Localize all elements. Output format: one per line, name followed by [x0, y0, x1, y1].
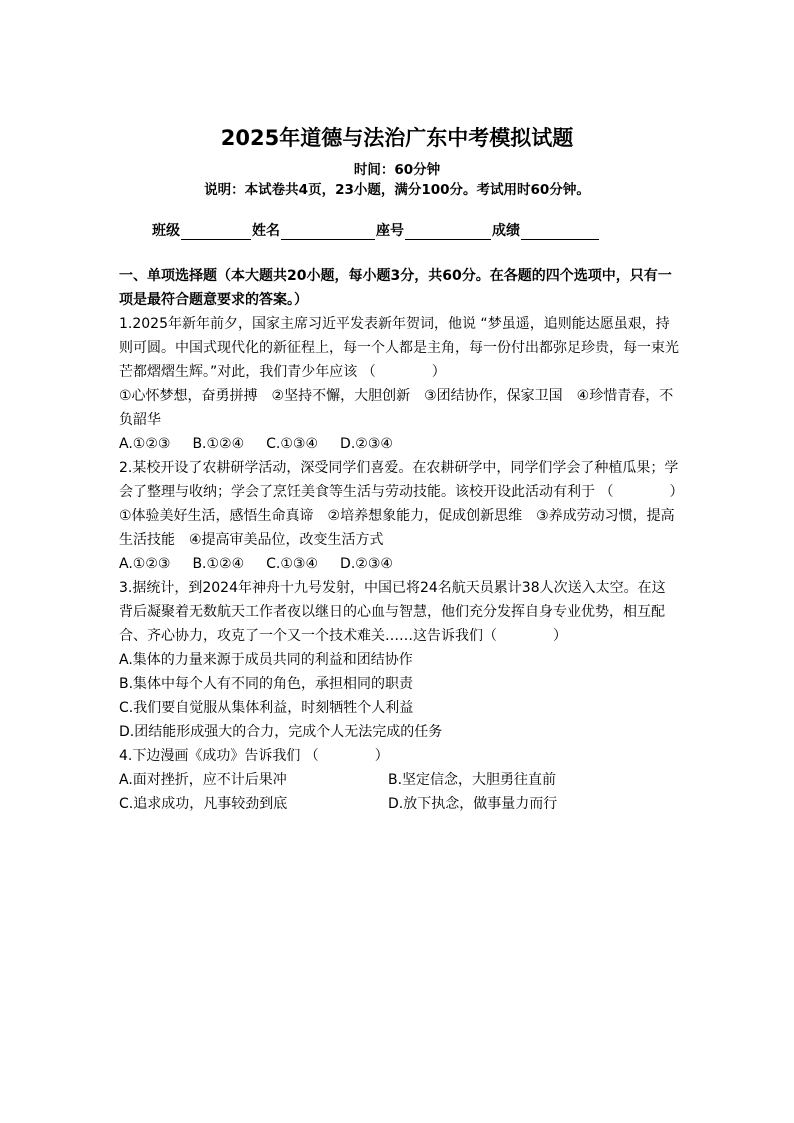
question-2	[119, 456, 684, 576]
option-d: D.团结能形成强大的合力，完成个人无法完成的任务	[119, 724, 443, 740]
exam-title: 2025年道德与法治广东中考模拟试题	[220, 126, 574, 150]
option-d: D.②③④	[340, 436, 393, 452]
option-row	[119, 432, 679, 456]
question-stem: 1.2025年新年前夕，国家主席习近平发表新年贺词，他说 “梦虽遥，追则能达愿虽艰，持则可圆。中国式现代化的新征程上，每一个人都是主角，每一份付出都弥足珍贵，每一束光芒都熠熠生辉。”对此，我们青少年应该 （ ）	[119, 316, 679, 380]
option-c: C.追求成功，凡事较劲到底	[119, 796, 288, 812]
question-stem: 4.下边漫画《成功》告诉我们 （ ）	[119, 748, 389, 764]
class-blank[interactable]	[181, 223, 251, 240]
student-info-row	[152, 220, 600, 240]
option-c: C.我们要自觉服从集体利益，时刻牺牲个人利益	[119, 700, 414, 716]
score-label: 成绩	[492, 223, 520, 239]
exam-body	[119, 264, 684, 816]
option-row	[119, 552, 679, 576]
option-a: A.①②③	[119, 556, 171, 572]
name-label: 姓名	[252, 223, 280, 239]
option-b: B.坚定信念，大胆勇往直前	[388, 772, 557, 788]
option-a: A.集体的力量来源于成员共同的利益和团结协作	[119, 652, 413, 668]
option-c: C.①③④	[266, 556, 319, 572]
exam-time: 时间：60分钟	[353, 162, 441, 178]
option-a: A.①②③	[119, 436, 171, 452]
question-items: ①体验美好生活，感悟生命真谛 ②培养想象能力，促成创新思维 ③养成劳动习惯，提高生活技能 ④提高审美品位，改变生活方式	[119, 508, 675, 548]
class-label: 班级	[152, 223, 180, 239]
name-blank[interactable]	[281, 223, 375, 240]
question-4	[119, 744, 679, 816]
seat-blank[interactable]	[405, 223, 491, 240]
exam-note: 说明：本试卷共4页，23小题，满分100分。考试用时60分钟。	[204, 182, 590, 198]
section-heading: 一、单项选择题（本大题共20小题，每小题3分，共60分。在各题的四个选项中，只有一项是最符合题意要求的答案。）	[119, 268, 672, 308]
option-a: A.面对挫折，应不计后果冲	[119, 772, 287, 788]
option-d: D.②③④	[340, 556, 393, 572]
question-stem: 2.某校开设了农耕研学活动，深受同学们喜爱。在农耕研学中，同学们学会了种植瓜果；学会了整理与收纳；学会了烹饪美食等生活与劳动技能。该校开设此活动有利于 （ ）	[119, 460, 684, 500]
question-1	[119, 312, 679, 456]
option-b: B.①②④	[192, 436, 245, 452]
option-row	[119, 792, 679, 816]
score-blank[interactable]	[521, 223, 599, 240]
seat-label: 座号	[376, 223, 404, 239]
option-row	[119, 768, 679, 792]
option-b: B.①②④	[192, 556, 245, 572]
option-b: B.集体中每个人有不同的角色，承担相同的职责	[119, 676, 414, 692]
question-stem: 3.据统计，到2024年神舟十九号发射，中国已将24名航天员累计38人次送入太空。在这背后凝聚着无数航天工作者夜以继日的心血与智慧，他们充分发挥自身专业优势，相互配合、齐心协力，攻克了一个又一个技术难关……这告诉我们（ ）	[119, 580, 666, 644]
option-c: C.①③④	[266, 436, 319, 452]
question-3	[119, 576, 679, 744]
question-items: ①心怀梦想，奋勇拼搏 ②坚持不懈，大胆创新 ③团结协作，保家卫国 ④珍惜青春，不负韶华	[119, 388, 674, 428]
option-d: D.放下执念，做事量力而行	[388, 796, 558, 812]
